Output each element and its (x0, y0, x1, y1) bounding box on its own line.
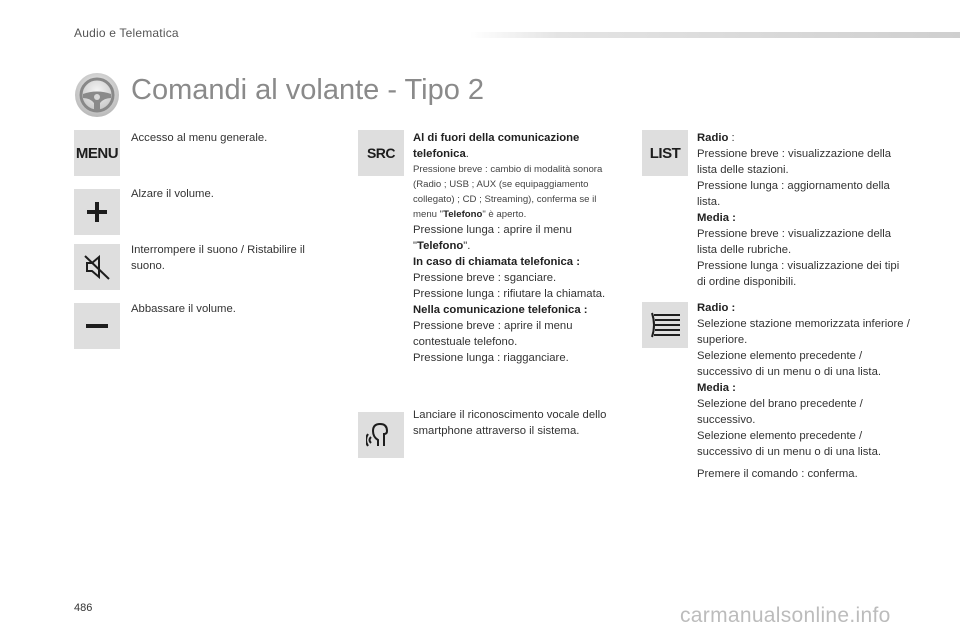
list-description: Radio : Pressione breve : visualizzazione della lista delle stazioni. Pressione lunga : aggiornamento della lista. Media : Pressione breve : visualizzazione della lista delle rubriche. Pressione lunga : visualizzazione dei tipi di ordine disponibili. (697, 132, 900, 288)
src-key-label: SRC (366, 145, 396, 161)
src-description: Al di fuori della comunicazione telefonica. Pressione breve : cambio di modalità sonora (Radio ; USB ; AUX (se equipaggiamento collegato) ; CD ; Streaming), conferma se il menu "Telefono" è aperto. Pressione lunga : aprire il menu "Telefono". In caso di chiamata telefonica : Pressione breve : sganciare. Pressione lunga : rifiutare la chiamata. Nella comunicazione telefonica : Pressione breve : aprire il menu contestuale telefono. Pressione lunga : riagganciare. (413, 132, 606, 364)
list-key (642, 130, 688, 176)
menu-key (74, 130, 120, 176)
volume-down-key (74, 303, 120, 349)
src-key (358, 130, 404, 176)
mute-description: Interrompere il suono / Ristabilire il suono. (131, 244, 305, 272)
voice-description: Lanciare il riconoscimento vocale dello smartphone attraverso il sistema. (413, 409, 607, 437)
volume-up-key (74, 189, 120, 235)
mute-key (74, 244, 120, 290)
menu-key-label: MENU (75, 144, 119, 162)
scroll-wheel-description: Radio : Selezione stazione memorizzata inferiore / superiore. Selezione elemento precedente / successivo di un menu o di una lista. Media : Selezione del brano precedente / successivo. Selezione elemento precedente / successivo di un menu o di una lista. Premere il comando : conferma. (697, 302, 910, 480)
volume-down-description: Abbassare il volume. (131, 303, 236, 315)
header-bar (470, 32, 960, 38)
page-number: 486 (74, 602, 93, 614)
minus-icon (85, 314, 109, 338)
plus-icon (85, 200, 109, 224)
list-key-label: LIST (649, 144, 681, 162)
section-title: Audio e Telematica (74, 26, 179, 40)
watermark: carmanualsonline.info (680, 604, 891, 627)
scroll-wheel-icon (648, 310, 682, 340)
page-title: Comandi al volante - Tipo 2 (131, 74, 485, 106)
scroll-wheel-key (642, 302, 688, 348)
mute-icon (82, 252, 112, 282)
voice-key (358, 412, 404, 458)
volume-up-description: Alzare il volume. (131, 188, 214, 200)
voice-recognition-icon (366, 420, 396, 450)
menu-description: Accesso al menu generale. (131, 132, 268, 144)
steering-wheel-icon (74, 72, 120, 118)
